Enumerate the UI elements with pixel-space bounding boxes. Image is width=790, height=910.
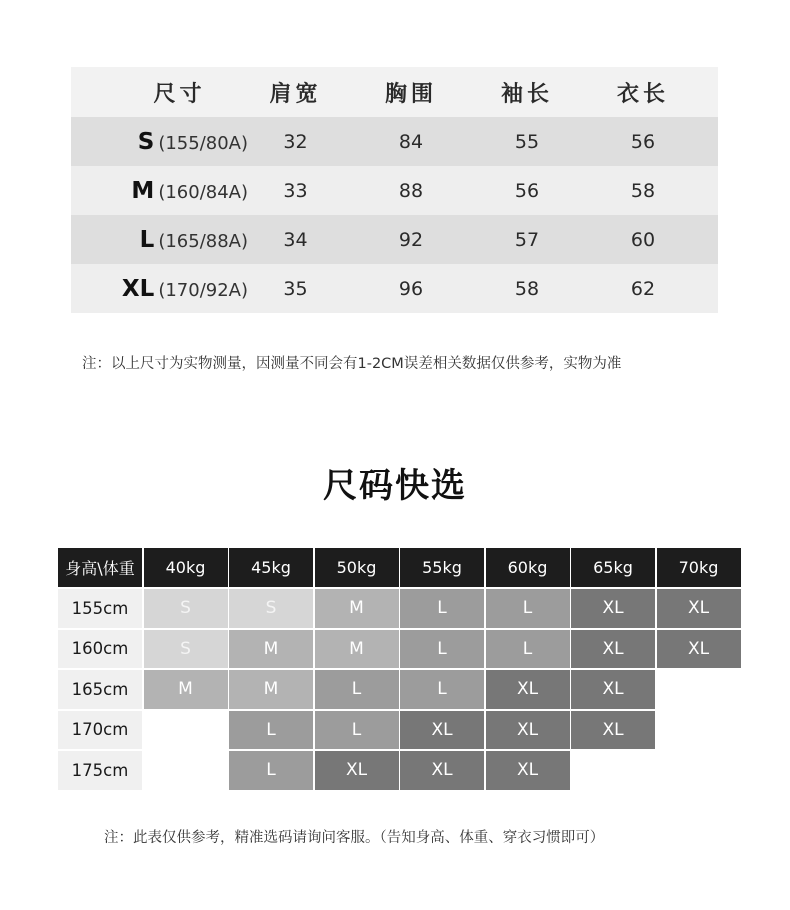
empty-cell bbox=[144, 751, 228, 790]
size-cell: L bbox=[400, 630, 484, 669]
weight-header: 40kg bbox=[144, 548, 228, 587]
header-shoulder: 肩宽 bbox=[269, 81, 322, 107]
size-cell: L bbox=[315, 711, 399, 750]
size-cell: XL bbox=[571, 589, 655, 628]
size-row-xl bbox=[71, 264, 718, 313]
size-letter: M bbox=[131, 177, 155, 204]
size-cell: S bbox=[144, 630, 228, 669]
size-cell: M bbox=[315, 630, 399, 669]
grid-body bbox=[58, 589, 742, 790]
measurement-note: 注：以上尺寸为实物测量，因测量不同会有1-2CM误差相关数据仅供参考，实物为准 bbox=[82, 356, 622, 372]
grid-row bbox=[58, 711, 742, 750]
weight-header: 60kg bbox=[486, 548, 570, 587]
size-row-l bbox=[71, 215, 718, 264]
weight-header: 70kg bbox=[657, 548, 741, 587]
size-cell: XL bbox=[657, 589, 741, 628]
size-cell: XL bbox=[571, 630, 655, 669]
quick-pick-title: 尺码快选 bbox=[323, 466, 467, 506]
height-label: 170cm bbox=[58, 711, 142, 750]
size-spec: (155/80A) bbox=[158, 132, 248, 154]
size-cell: XL bbox=[486, 670, 570, 709]
size-label bbox=[71, 129, 248, 155]
header-size: 尺寸 bbox=[153, 81, 206, 107]
size-cell: XL bbox=[315, 751, 399, 790]
size-cell: M bbox=[229, 670, 313, 709]
size-cell: XL bbox=[486, 751, 570, 790]
length-value: 56 bbox=[630, 130, 656, 153]
shoulder-value: 32 bbox=[283, 130, 308, 153]
grid-header-row bbox=[58, 548, 742, 587]
height-label: 155cm bbox=[58, 589, 142, 628]
length-value: 62 bbox=[630, 277, 656, 300]
size-cell: L bbox=[315, 670, 399, 709]
size-spec: (165/88A) bbox=[158, 230, 248, 252]
sleeve-value: 56 bbox=[514, 179, 540, 202]
chest-value: 88 bbox=[398, 179, 424, 202]
empty-cell bbox=[657, 751, 741, 790]
size-cell: L bbox=[229, 751, 313, 790]
length-value: 58 bbox=[630, 179, 656, 202]
size-cell: XL bbox=[657, 630, 741, 669]
sleeve-value: 55 bbox=[514, 130, 540, 153]
size-chart-table bbox=[71, 67, 718, 313]
size-cell: M bbox=[144, 670, 228, 709]
weight-header: 65kg bbox=[571, 548, 655, 587]
chest-value: 96 bbox=[398, 277, 424, 300]
grid-row bbox=[58, 751, 742, 790]
height-label: 160cm bbox=[58, 630, 142, 669]
size-letter: S bbox=[137, 128, 155, 155]
size-cell: S bbox=[229, 589, 313, 628]
header-length: 衣长 bbox=[616, 81, 669, 107]
size-letter: XL bbox=[121, 275, 155, 302]
size-letter: L bbox=[139, 226, 155, 253]
size-cell: XL bbox=[486, 711, 570, 750]
size-cell: XL bbox=[571, 711, 655, 750]
size-cell: XL bbox=[400, 711, 484, 750]
size-cell: XL bbox=[571, 670, 655, 709]
size-spec: (160/84A) bbox=[158, 181, 248, 203]
chest-value: 84 bbox=[398, 130, 424, 153]
weight-header: 55kg bbox=[400, 548, 484, 587]
size-cell: L bbox=[400, 589, 484, 628]
sleeve-value: 57 bbox=[514, 228, 540, 251]
size-cell: L bbox=[486, 630, 570, 669]
size-label bbox=[71, 227, 248, 253]
header-chest: 胸围 bbox=[384, 81, 437, 107]
empty-cell bbox=[657, 711, 741, 750]
empty-cell bbox=[657, 670, 741, 709]
size-label bbox=[71, 276, 248, 302]
size-row-s bbox=[71, 117, 718, 166]
weight-header: 45kg bbox=[229, 548, 313, 587]
size-cell: L bbox=[229, 711, 313, 750]
size-cell: M bbox=[229, 630, 313, 669]
shoulder-value: 35 bbox=[283, 277, 308, 300]
empty-cell bbox=[144, 711, 228, 750]
grid-row bbox=[58, 589, 742, 628]
shoulder-value: 34 bbox=[283, 228, 308, 251]
sleeve-value: 58 bbox=[514, 277, 540, 300]
size-label bbox=[71, 178, 248, 204]
header-sleeve: 袖长 bbox=[500, 81, 553, 107]
empty-cell bbox=[571, 751, 655, 790]
chest-value: 92 bbox=[398, 228, 424, 251]
grid-row bbox=[58, 630, 742, 669]
size-cell: XL bbox=[400, 751, 484, 790]
quick-pick-grid bbox=[58, 548, 742, 792]
size-spec: (170/92A) bbox=[158, 279, 248, 301]
size-row-m bbox=[71, 166, 718, 215]
grid-row bbox=[58, 670, 742, 709]
height-label: 175cm bbox=[58, 751, 142, 790]
grid-corner-label: 身高\体重 bbox=[58, 548, 142, 587]
size-cell: S bbox=[144, 589, 228, 628]
size-cell: M bbox=[315, 589, 399, 628]
size-cell: L bbox=[400, 670, 484, 709]
height-label: 165cm bbox=[58, 670, 142, 709]
length-value: 60 bbox=[630, 228, 656, 251]
quick-pick-note: 注：此表仅供参考，精准选码请询问客服。（告知身高、体重、穿衣习惯即可） bbox=[104, 830, 605, 846]
size-cell: L bbox=[486, 589, 570, 628]
shoulder-value: 33 bbox=[283, 179, 308, 202]
weight-header: 50kg bbox=[315, 548, 399, 587]
size-chart-header-row bbox=[71, 67, 718, 117]
